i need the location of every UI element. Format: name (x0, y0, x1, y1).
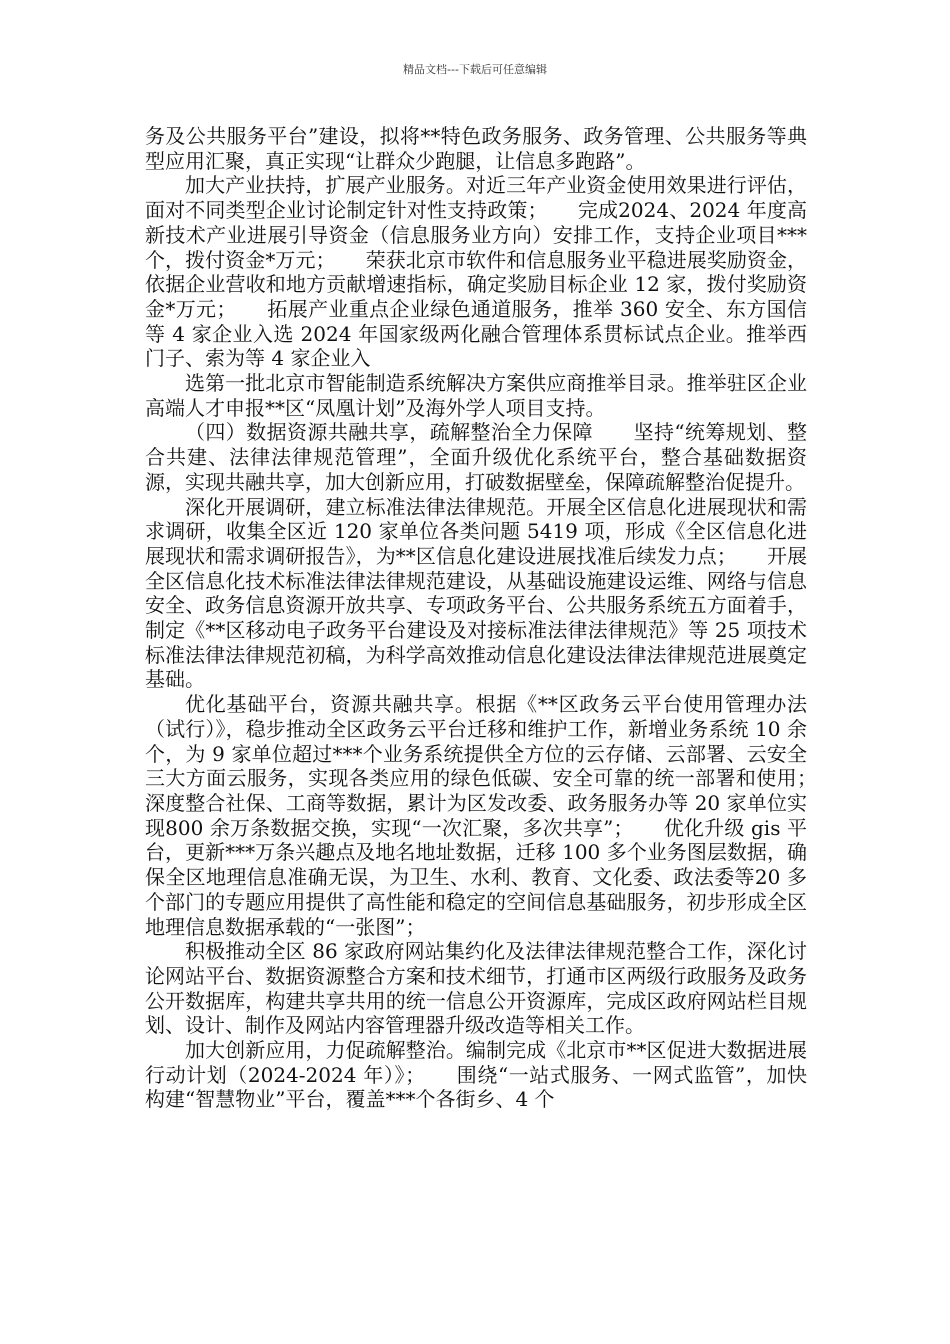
paragraph-1: 务及公共服务平台”建设，拟将**特色政务服务、政务管理、公共服务等典型应用汇聚，真正实现“让群众少跑腿，让信息多跑路”。 (145, 124, 807, 173)
paragraph-7: 积极推动全区 86 家政府网站集约化及法律法律规范整合工作，深化讨论网站平台、数据资源整合方案和技术细节，打通市区两级行政服务及政务公开数据库，构建共享共用的统一信息公开资源库，完成区政府网站栏目规划、设计、制作及网站内容管理器升级改造等相关工作。 (145, 939, 807, 1038)
page-header: 精品文档---下载后可任意编辑 (403, 63, 547, 76)
paragraph-2: 加大产业扶持，扩展产业服务。对近三年产业资金使用效果进行评估，面对不同类型企业讨论制定针对性支持政策； 完成2024、2024 年度高新技术产业进展引导资金（信息服务业方向）安排工作，支持企业项目***个，拨付资金*万元； 荣获北京市软件和信息服务业平稳进展奖励资金，依据企业营收和地方贡献增速指标，确定奖励目标企业 12 家，拨付奖励资金*万元； 拓展产业重点企业绿色通道服务，推举 360 安全、东方国信等 4 家企业入选 2024 年国家级两化融合管理体系贯标试点企业。推举西门子、索为等 4 家企业入 (145, 173, 807, 371)
paragraph-6: 优化基础平台，资源共融共享。根据《**区政务云平台使用管理办法（试行）》，稳步推动全区政务云平台迁移和维护工作，新增业务系统 10 余个，为 9 家单位超过***个业务系统提供全方位的云存储、云部署、云安全三大方面云服务，实现各类应用的绿色低碳、安全可靠的统一部署和使用； 深度整合社保、工商等数据，累计为区发改委、政务服务办等 20 家单位实现800 余万条数据交换，实现“一次汇聚，多次共享”； 优化升级 gis 平台，更新***万条兴趣点及地名地址数据，迁移 100 多个业务图层数据，确保全区地理信息准确无误，为卫生、水利、教育、文化委、政法委等20 多个部门的专题应用提供了高性能和稳定的空间信息基础服务，初步形成全区地理信息数据承载的“一张图”； (145, 692, 847, 939)
paragraph-4: （四）数据资源共融共享，疏解整治全力保障 坚持“统筹规划、整合共建、法律法律规范管理”，全面升级优化系统平台，整合基础数据资源，实现共融共享，加大创新应用，打破数据壁垒，保障疏解整治促提升。 (145, 420, 807, 494)
paragraph-8: 加大创新应用，力促疏解整治。编制完成《北京市**区促进大数据进展行动计划（2024-2024 年）》； 围绕“一站式服务、一网式监管”，加快构建“智慧物业”平台，覆盖***个各街乡、4 个 (145, 1038, 807, 1112)
paragraph-5: 深化开展调研，建立标准法律法律规范。开展全区信息化进展现状和需求调研，收集全区近 120 家单位各类问题 5419 项，形成《全区信息化进展现状和需求调研报告》，为**区信息化建设进展找准后续发力点； 开展全区信息化技术标准法律法律规范建设，从基础设施建设运维、网络与信息安全、政务信息资源开放共享、专项政务平台、公共服务系统五方面着手，制定《**区移动电子政务平台建设及对接标准法律法律规范》等 25 项技术标准法律法律规范初稿，为科学高效推动信息化建设法律法律规范进展奠定基础。 (145, 494, 807, 692)
paragraph-3: 选第一批北京市智能制造系统解决方案供应商推举目录。推举驻区企业高端人才申报**区“凤凰计划”及海外学人项目支持。 (145, 371, 807, 420)
document-body (145, 124, 847, 1112)
